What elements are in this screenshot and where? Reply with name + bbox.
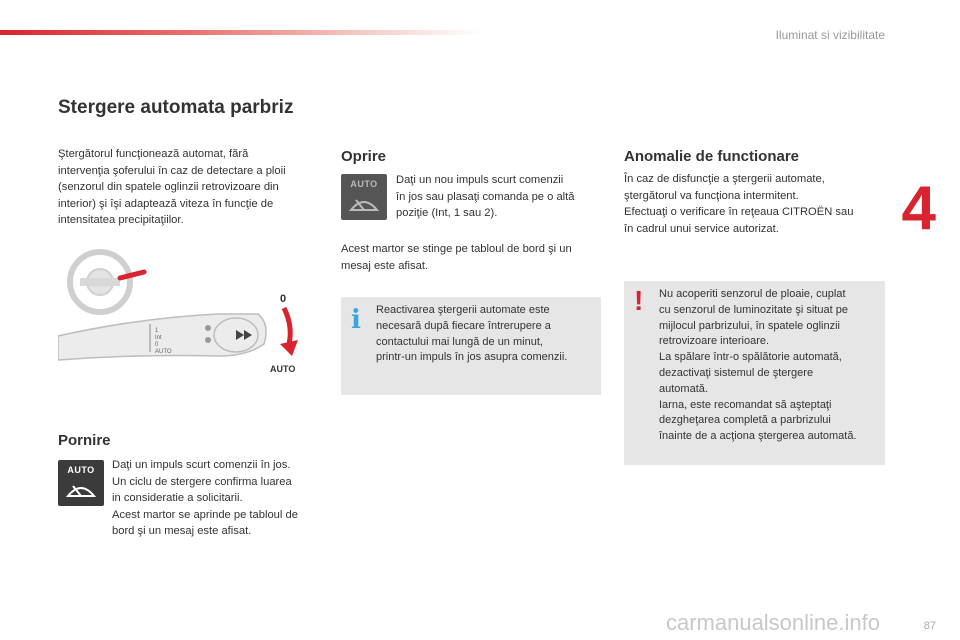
oprire-line: Daţi un nou impuls scurt comenzii [396,174,564,186]
lever-label: Int [155,335,162,341]
position-auto-label: AUTO [270,364,296,374]
icon-label: AUTO [67,465,95,475]
oprire-after-text [341,241,606,274]
pornire-line: Un ciclu de stergere confirma luarea [112,475,292,488]
info-line: printr-un impuls în jos asupra comenzii. [376,351,568,364]
windscreen-wiper-icon [349,192,379,214]
intro-text [58,146,328,229]
intro-line: intervenţia şoferului în caz de detectare a ploii [58,164,286,177]
warning-line: Iarna, este recomandat să aşteptaţi [659,398,832,411]
intro-line: (senzorul din spatele oglinzii retrovizoare din [58,181,279,193]
info-note-text [376,303,598,366]
warning-note-box [624,281,885,465]
warning-icon: ! [634,285,644,316]
oprire-text [396,172,606,222]
chapter-color-bar [0,30,480,35]
info-line: contactului mai lungă de un minut, [376,335,543,348]
lever-label: 0 [155,342,159,348]
warning-note-text [659,287,881,445]
lever-label: 1 [155,328,159,334]
warning-line: retrovizoare interioare. [659,335,770,348]
pornire-line: Daţi un impuls scurt comenzii în jos. [112,459,291,471]
anomalie-line: ştergătorul va funcţiona intermitent. [624,189,799,202]
lever-label: AUTO [155,349,172,355]
push-down-arrow-icon [280,308,298,356]
info-line: necesară după fiecare întrerupere a [376,319,551,332]
oprire-after-line: mesaj este afisat. [341,259,429,272]
icon-label: AUTO [350,179,378,189]
auto-wiper-warning-lamp-icon [58,460,104,506]
chapter-title: Iluminat si vizibilitate [775,28,885,42]
anomalie-heading: Anomalie de functionare [624,148,800,165]
auto-wiper-off-lamp-icon [341,174,387,220]
watermark: carmanualsonline.info [665,610,880,635]
warning-line: cu senzorul de luminozitate şi situat pe [659,303,848,316]
steering-wheel-icon [70,252,144,312]
position-zero-label: 0 [280,293,287,305]
anomalie-line: Efectuaţi o verificare în reţeaua CITROËN sau [624,206,854,218]
warning-line: înainte de a acţiona ştergerea automată. [659,430,857,443]
chapter-number: 4 [901,174,936,243]
warning-line: dezgheţarea completă a parbrizului [659,414,831,427]
oprire-heading: Oprire [341,148,387,165]
info-line: Reactivarea ştergerii automate este [376,304,550,316]
intro-line: intensitatea precipitaţiilor. [58,214,184,226]
pornire-heading: Pornire [58,432,111,449]
pornire-text [112,457,327,540]
pornire-line: Acest martor se aprinde pe tabloul de [112,508,298,521]
pornire-line: in consideratie a solicitarii. [112,492,243,504]
wiper-stalk-icon [58,314,266,360]
page-number: 87 [923,620,936,632]
warning-line: automată. [659,382,708,395]
info-note-box [341,297,601,395]
warning-line: mijlocul parbrizului, în spatele oglinzii [659,319,840,332]
oprire-line: în jos sau plasaţi comanda pe o altă [396,190,575,203]
wiper-stalk-illustration [58,248,308,378]
page-title: Stergere automata parbriz [58,97,294,118]
warning-line: La spălare într-o spălătorie automată, [659,351,842,364]
oprire-after-line: Acest martor se stinge pe tabloul de bord şi un [341,243,572,255]
warning-line: Nu acoperiti senzorul de ploaie, cuplat [659,288,846,300]
pornire-line: bord şi un mesaj este afisat. [112,525,252,537]
anomalie-text [624,171,894,237]
anomalie-line: În caz de disfuncţie a ştergerii automate, [624,173,825,185]
intro-line: Ştergătorul funcţionează automat, fără [58,148,249,160]
oprire-line: poziţie (Int, 1 sau 2). [396,207,498,219]
warning-line: dezactivaţi sistemul de ştergere [659,366,814,379]
windscreen-wiper-icon [66,478,96,500]
anomalie-line: în cadrul unui service autorizat. [624,222,779,235]
intro-line: interior) şi îşi adaptează viteza în funcţie de [58,197,274,210]
info-icon: i [351,305,361,335]
